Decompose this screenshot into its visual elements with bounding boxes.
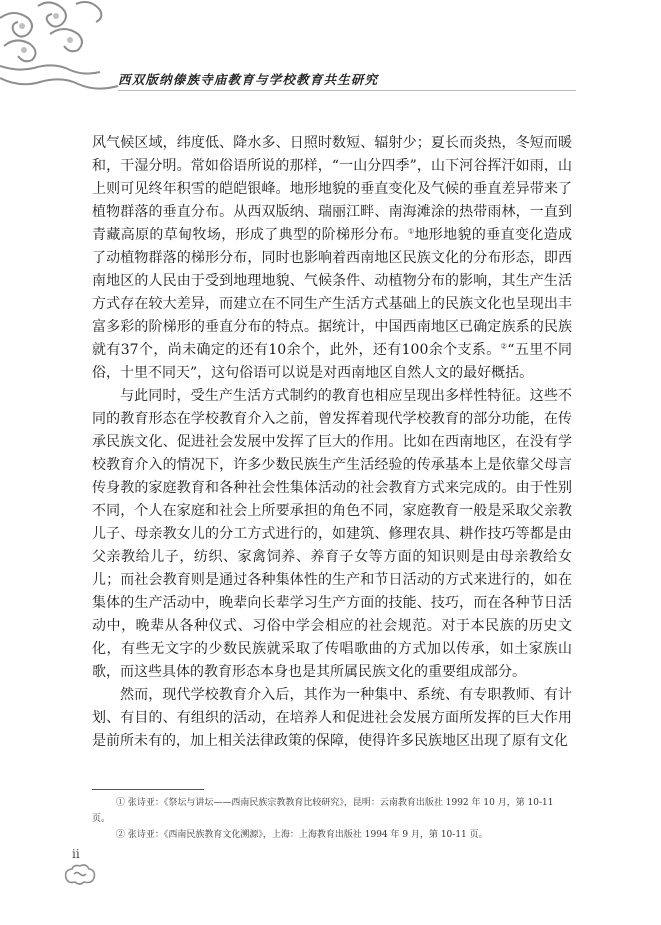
paragraph-1-text-a: 风气候区域，纬度低、降水多、日照时数短、辐射少；夏长而炎热，冬短而暖和，干湿分明。常如俗语所说的那样，“一山分四季”，山下河谷挥汗如雨，山上则可见终年积雪的皑皑银峰。地形地貌的垂直变化及气候的垂直差异带来了植物群落的垂直分布。从西双版纳、瑞丽江畔、南海滩涂的热带雨林，一直到青藏高原的草甸牧场，形成了典型的阶梯形分布。 [92, 135, 572, 243]
paragraph-1-text-c: “五里不同俗，十里不同天”，这句俗语可以说是对西南地区自然人文的最好概括。 [92, 342, 572, 381]
footnotes [92, 795, 572, 843]
header-rule [118, 90, 576, 91]
body-text [92, 132, 572, 753]
corner-cloud-pattern-icon [0, 0, 120, 95]
page-number: ii [72, 847, 80, 861]
footnote-2 [92, 827, 572, 843]
paragraph-1-text-b: 地形地貌的垂直变化造成了动植物群落的梯形分布，同时也影响着西南地区民族文化的分布形态，即西南地区的人民由于受到地理地貌、气候条件、动植物分布的影响，其生产生活方式存在较大差异，而建立在不同生产生活方式基础上的民族文化也呈现出丰富多彩的阶梯形的垂直分布的特点。据统计，中国西南地区已确定族系的民族就有37个，尚未确定的还有10余个，此外，还有100余个支系。 [92, 227, 573, 358]
paragraph-1 [92, 132, 572, 385]
footnote-2-text: 张诗亚：《西南民族教育文化溯源》，上海：上海教育出版社 1994 年 9 月，第 10-11 页。 [127, 830, 488, 840]
footnote-1-text: 张诗亚：《祭坛与讲坛——西南民族宗教教育比较研究》，昆明：云南教育出版社 1992 年 10 月，第 10-11 页。 [92, 798, 554, 824]
footnote-1-marker: ① [116, 798, 126, 808]
paragraph-3: 然而，现代学校教育介入后，其作为一种集中、系统、有专职教师、有计划、有目的、有组织的活动，在培养人和促进社会发展方面所发挥的巨大作用是前所未有的，加上相关法律政策的保障，使得许多民族地区出现了原有文化 [92, 687, 572, 749]
footnote-ref-2[interactable]: ② [500, 342, 508, 351]
running-header-title: 西双版纳傣族寺庙教育与学校教育共生研究 [118, 72, 379, 87]
footnote-ref-1[interactable]: ① [407, 227, 415, 236]
paragraph-2: 与此同时，受生产生活方式制约的教育也相应呈现出多样性特征。这些不同的教育形态在学校教育介入之前，曾发挥着现代学校教育的部分功能，在传承民族文化、促进社会发展中发挥了巨大的作用。比如在西南地区，在没有学校教育介入的情况下，许多少数民族生产生活经验的传承基本上是依靠父母言传身教的家庭教育和各种社会性集体活动的社会教育方式来完成的。由于性别不同，个人在家庭和社会上所要承担的角色不同，家庭教育一般是采取父亲教儿子、母亲教女儿的分工方式进行的，如建筑、修理农具、耕作技巧等都是由父亲教给儿子，纺织、家禽饲养、养育子女等方面的知识则是由母亲教给女儿；而社会教育则是通过各种集体性的生产和节日活动的方式来进行的，如在集体的生产活动中，晚辈向长辈学习生产方面的技能、技巧，而在各种节日活动中，晚辈从各种仪式、习俗中学会相应的社会规范。对于本民族的历史文化，有些无文字的少数民族就采取了传唱歌曲的方式加以传承，如土家族山歌，而这些具体的教育形态本身也是其所属民族文化的重要组成部分。 [92, 388, 572, 680]
cloud-ornament-icon [62, 862, 98, 888]
footnote-separator [92, 789, 204, 790]
footnote-2-marker: ② [116, 830, 126, 840]
footnote-1 [92, 795, 572, 827]
